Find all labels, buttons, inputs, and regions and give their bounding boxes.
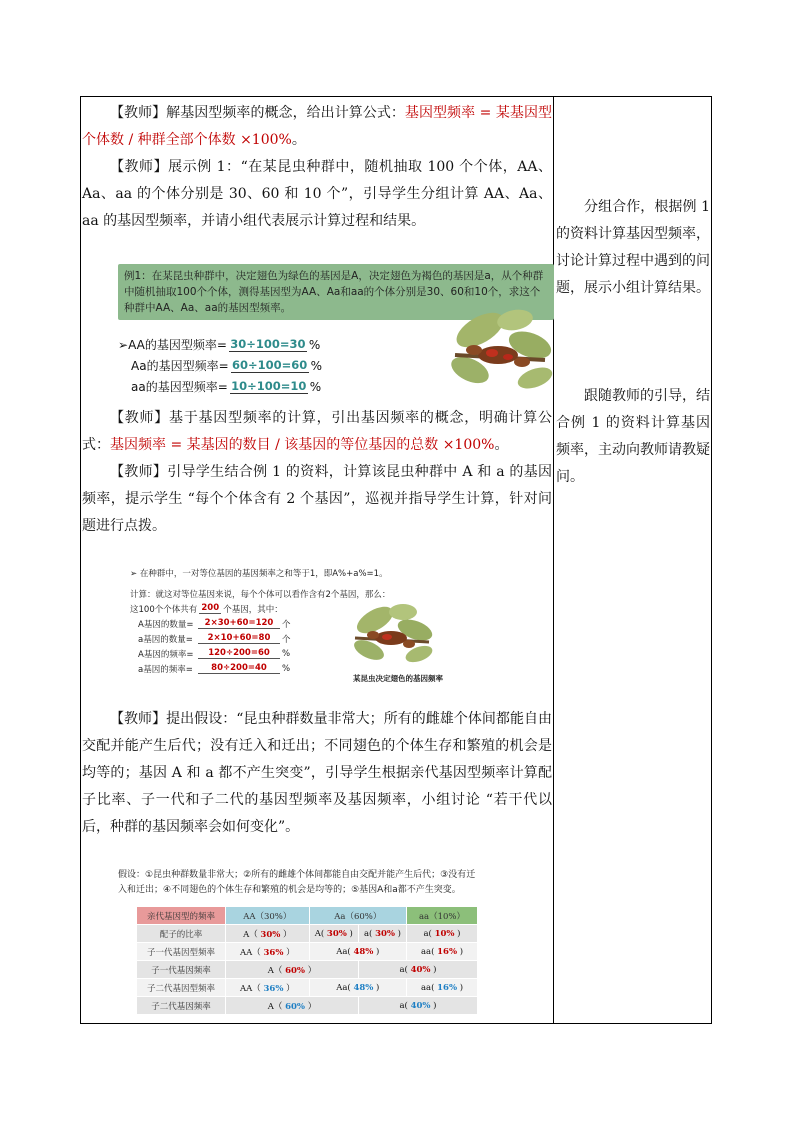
calc-intro-text: 计算：就这对等位基因来说，每个个体可以看作含有2个基因，那么： <box>130 589 391 600</box>
cell-value: 10% <box>434 928 455 939</box>
gene-label: A基因的数量= <box>138 619 194 630</box>
gene-unit: % <box>282 648 291 659</box>
para-example-1: 【教师】展示例 1：“在某昆虫种群中，随机抽取 100 个个体，AA、Aa、aa 的个体分别是 30、60 和 10 个”，引导学生分组计算 AA、Aa、aa 的基因型频率，并请小组代表展示计算过程和结果。 <box>82 159 552 229</box>
teacher-column-2 <box>82 405 552 540</box>
gene-value: 2×30+60=120 <box>198 618 280 629</box>
gene-unit: 个 <box>282 634 291 645</box>
answer-unit: % <box>308 337 321 352</box>
table-row <box>137 907 478 925</box>
para-text: 。 <box>494 437 509 453</box>
cell-value: 16% <box>437 946 458 957</box>
answer-unit: % <box>310 358 323 373</box>
student-activity-1 <box>556 194 710 302</box>
answer-unit: % <box>309 379 322 394</box>
insect-on-leaves-image-2 <box>345 598 437 670</box>
table-cell: a( 10% ) <box>407 925 478 943</box>
cell-value: 36% <box>263 983 284 994</box>
table-row <box>137 961 478 979</box>
student-activity-2 <box>556 383 710 491</box>
answer-value: 30÷100=30 <box>230 337 306 351</box>
cell-value: 36% <box>263 947 284 958</box>
gene-value: 2×10+60=80 <box>198 633 280 644</box>
cell-value: 30% <box>326 928 347 939</box>
genotype-table <box>136 906 478 1015</box>
row-label: 子一代基因频率 <box>137 961 226 979</box>
total-genes-label: 这100个个体共有 <box>130 604 198 615</box>
sum-rule-text: ➢ 在种群中，一对等位基因的基因频率之和等于1，即A%+a%=1。 <box>130 568 388 579</box>
table-cell: A（ 30% ） <box>226 925 310 943</box>
cell-value: 40% <box>410 964 431 975</box>
student-text: 跟随教师的引导，结合例 1 的资料计算基因频率，主动向教师请教疑问。 <box>556 388 710 485</box>
cell-value: 48% <box>353 982 374 993</box>
student-text: 分组合作，根据例 1 的资料计算基因型频率，讨论计算过程中遇到的问题，展示小组计算结果。 <box>556 199 710 296</box>
table-header: Aa（60%） <box>309 907 406 925</box>
cell-value: 60% <box>285 965 305 976</box>
table-cell: aa( 16% ) <box>407 979 478 997</box>
para-text: 。 <box>291 132 306 148</box>
table-header: 亲代基因型的频率 <box>137 907 226 925</box>
table-cell: Aa( 48% ) <box>309 943 406 961</box>
cell-value: 16% <box>437 982 458 993</box>
table-row <box>137 943 478 961</box>
gene-label: A基因的频率= <box>138 649 194 660</box>
gene-unit: 个 <box>282 619 291 630</box>
bullet-icon: ➢ <box>118 337 129 352</box>
answer-label: Aa的基因型频率= <box>131 359 229 373</box>
insect-on-leaves-image <box>440 300 556 400</box>
image-caption: 某昆虫决定翅色的基因频率 <box>353 674 443 683</box>
table-cell: AA（ 36% ） <box>226 943 310 961</box>
para-calc-gene-frequency: 【教师】引导学生结合例 1 的资料，计算该昆虫种群中 A 和 a 的基因频率，提示学生 “每个个体含有 2 个基因”，巡视并指导学生计算，针对问题进行点拨。 <box>82 464 552 534</box>
row-label: 子二代基因型频率 <box>137 979 226 997</box>
table-cell: Aa( 48% ) <box>309 979 406 997</box>
hypothesis-text: 假设：①昆虫种群数量非常大；②所有的雌雄个体间都能自由交配并能产生后代；③没有迁入和迁出；④不同翅色的个体生存和繁殖的机会是均等的；⑤基因A和a都不产生突变。 <box>118 870 476 895</box>
row-label: 子一代基因型频率 <box>137 943 226 961</box>
cell-value: 60% <box>285 1001 305 1012</box>
cell-value: 30% <box>260 929 281 940</box>
table-cell: A( 30% ) <box>309 925 358 943</box>
answer-label: AA的基因型频率= <box>128 338 227 352</box>
table-header: AA（30%） <box>226 907 310 925</box>
para-text: 【教师】解基因型频率的概念，给出计算公式： <box>110 105 405 121</box>
row-label: 配子的比率 <box>137 925 226 943</box>
gene-value: 80÷200=40 <box>198 663 280 674</box>
total-genes-value: 200 <box>199 603 221 614</box>
column-divider <box>553 96 554 1024</box>
example-1-question: 例1：在某昆虫种群中，决定翅色为绿色的基因是A，决定翅色为褐色的基因是a，从个种群中随机抽取100个个体，测得基因型为AA、Aa和aa的个体分别是30、60和10个，求这个种群中AA、Aa、aa的基因型频率。 <box>118 264 554 320</box>
cell-value: 30% <box>375 928 395 939</box>
table-cell: AA（ 36% ） <box>226 979 310 997</box>
teacher-column <box>82 100 552 235</box>
table-cell: A（ 60% ） <box>226 961 359 979</box>
table-cell: a( 30% ) <box>358 925 406 943</box>
gene-label: a基因的频率= <box>138 664 193 675</box>
cell-value: 40% <box>410 1000 431 1011</box>
answer-value: 60÷100=60 <box>231 358 308 372</box>
table-cell: aa( 16% ) <box>407 943 478 961</box>
table-row <box>137 979 478 997</box>
table-row <box>137 997 478 1015</box>
para-hypothesis: 【教师】提出假设：“昆虫种群数量非常大；所有的雌雄个体间都能自由交配并能产生后代；没有迁入和迁出；不同翅色的个体生存和繁殖的机会是均等的；基因 A 和 a 都不产生突变”，引导学生根据亲代基因型频率计算配子比率、子一代和子二代的基因型频率及基因频率，小组讨论 “若干代以后，种群的基因频率会如何变化”。 <box>82 711 552 835</box>
gene-unit: % <box>282 663 291 674</box>
para-gene-frequency <box>82 405 552 459</box>
para-genotype-frequency <box>82 100 552 154</box>
gene-label: a基因的数量= <box>138 634 193 645</box>
genotype-frequency-formula: 基因型频率 = 某基因型个体数 / 种群全部个体数 ×100% <box>82 105 552 148</box>
table-cell: a( 40% ) <box>358 997 477 1015</box>
cell-value: 48% <box>353 946 374 957</box>
teacher-column-3 <box>82 706 552 841</box>
table-row <box>137 925 478 943</box>
answer-value: 10÷100=10 <box>231 379 307 393</box>
gene-value: 120÷200=60 <box>198 648 280 659</box>
row-label: 子二代基因频率 <box>137 997 226 1015</box>
table-cell: a( 40% ) <box>358 961 477 979</box>
answer-label: aa的基因型频率= <box>131 380 228 394</box>
table-header: aa（10%） <box>407 907 478 925</box>
gene-frequency-formula: 基因频率 = 某基因的数目 / 该基因的等位基因的总数 ×100% <box>110 437 495 453</box>
total-genes-suffix: 个基因，其中： <box>223 604 283 615</box>
para-text: 【教师】基于基因型频率的计算，引出基因频率的概念，明确计算公式： <box>82 410 552 453</box>
table-cell: A（ 60% ） <box>226 997 359 1015</box>
